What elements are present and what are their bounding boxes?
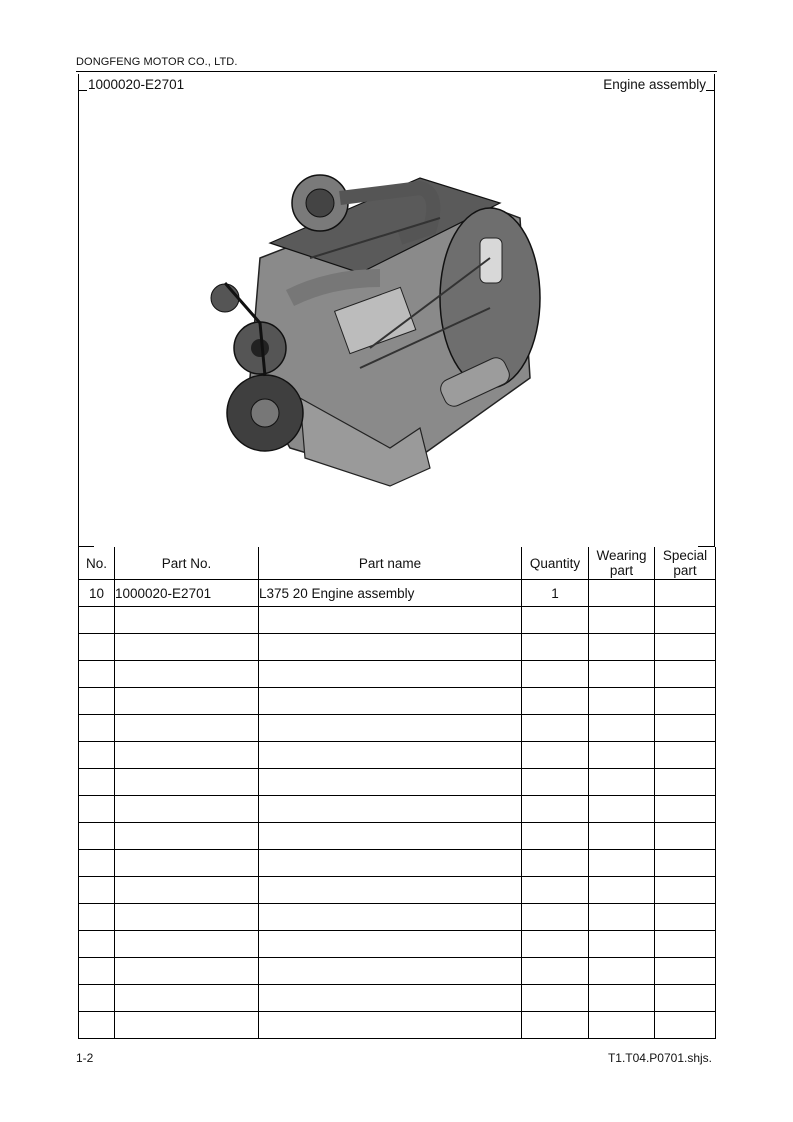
cell-part-name: L375 20 Engine assembly: [259, 580, 522, 607]
cell-special: [655, 742, 716, 769]
cell-special: [655, 931, 716, 958]
col-header-part-no: Part No.: [115, 547, 259, 580]
page-number: 1-2: [76, 1051, 94, 1065]
cell-quantity: [522, 742, 589, 769]
cell-part-name: [259, 742, 522, 769]
cell-part-name: [259, 796, 522, 823]
cell-no: [79, 931, 115, 958]
cell-no: [79, 634, 115, 661]
cell-wearing: [589, 985, 655, 1012]
cell-no: [79, 607, 115, 634]
cell-quantity: [522, 958, 589, 985]
cell-special: [655, 904, 716, 931]
cell-wearing: [589, 850, 655, 877]
cell-special: [655, 580, 716, 607]
cell-part-name: [259, 958, 522, 985]
table-row: [79, 1012, 716, 1039]
cell-special: [655, 985, 716, 1012]
assembly-code: 1000020-E2701: [88, 77, 185, 92]
cell-part-name: [259, 985, 522, 1012]
cell-part-no: [115, 823, 259, 850]
cell-part-no: [115, 742, 259, 769]
cell-part-no: [115, 661, 259, 688]
company-name: DONGFENG MOTOR CO., LTD.: [76, 56, 238, 68]
cell-special: [655, 661, 716, 688]
cell-part-name: [259, 877, 522, 904]
cell-wearing: [589, 931, 655, 958]
cell-special: [655, 958, 716, 985]
assembly-title: Engine assembly: [603, 77, 706, 92]
table-row: [79, 769, 716, 796]
cell-part-no: [115, 877, 259, 904]
table-row: [79, 742, 716, 769]
cell-quantity: 1: [522, 580, 589, 607]
cell-part-name: [259, 688, 522, 715]
cell-part-name: [259, 904, 522, 931]
table-row: [79, 850, 716, 877]
table-row: [79, 634, 716, 661]
cell-part-name: [259, 823, 522, 850]
cell-special: [655, 769, 716, 796]
cell-quantity: [522, 661, 589, 688]
cell-no: [79, 877, 115, 904]
table-row: [79, 580, 716, 607]
cell-part-no: [115, 985, 259, 1012]
cell-part-name: [259, 607, 522, 634]
table-row: [79, 715, 716, 742]
cell-quantity: [522, 823, 589, 850]
cell-part-no: [115, 796, 259, 823]
cell-no: [79, 742, 115, 769]
col-header-part-name: Part name: [259, 547, 522, 580]
cell-special: [655, 850, 716, 877]
col-header-wearing-part: Wearing part: [589, 547, 655, 580]
cell-part-name: [259, 661, 522, 688]
table-header-row: [79, 547, 716, 580]
cell-special: [655, 796, 716, 823]
cell-special: [655, 607, 716, 634]
cell-part-name: [259, 769, 522, 796]
cell-special: [655, 1012, 716, 1039]
cell-part-no: [115, 1012, 259, 1039]
cell-special: [655, 715, 716, 742]
cell-special: [655, 823, 716, 850]
cell-wearing: [589, 769, 655, 796]
cell-part-name: [259, 634, 522, 661]
cell-quantity: [522, 769, 589, 796]
cell-no: [79, 796, 115, 823]
cell-wearing: [589, 877, 655, 904]
cell-quantity: [522, 688, 589, 715]
cell-wearing: [589, 904, 655, 931]
cell-part-no: [115, 904, 259, 931]
cell-wearing: [589, 607, 655, 634]
table-row: [79, 958, 716, 985]
cell-wearing: [589, 796, 655, 823]
table-row: [79, 796, 716, 823]
cell-no: [79, 823, 115, 850]
cell-no: [79, 904, 115, 931]
table-row: [79, 661, 716, 688]
cell-quantity: [522, 1012, 589, 1039]
cell-no: [79, 850, 115, 877]
frame-corner-tick: [78, 90, 87, 91]
table-row: [79, 607, 716, 634]
cell-no: [79, 769, 115, 796]
cell-quantity: [522, 607, 589, 634]
cell-part-name: [259, 850, 522, 877]
cell-quantity: [522, 985, 589, 1012]
cell-special: [655, 634, 716, 661]
engine-illustration-icon: [190, 148, 555, 493]
table-row: [79, 931, 716, 958]
cell-part-no: [115, 607, 259, 634]
frame-corner-tick: [706, 90, 715, 91]
cell-part-no: [115, 769, 259, 796]
cell-no: [79, 715, 115, 742]
table-row: [79, 904, 716, 931]
cell-wearing: [589, 580, 655, 607]
cell-quantity: [522, 877, 589, 904]
cell-quantity: [522, 931, 589, 958]
cell-part-no: [115, 634, 259, 661]
table-row: [79, 688, 716, 715]
cell-special: [655, 877, 716, 904]
cell-wearing: [589, 688, 655, 715]
cell-special: [655, 688, 716, 715]
table-row: [79, 877, 716, 904]
cell-wearing: [589, 823, 655, 850]
cell-wearing: [589, 634, 655, 661]
cell-no: 10: [79, 580, 115, 607]
cell-wearing: [589, 958, 655, 985]
table-row: [79, 985, 716, 1012]
cell-quantity: [522, 715, 589, 742]
cell-part-name: [259, 715, 522, 742]
cell-no: [79, 661, 115, 688]
cell-part-name: [259, 1012, 522, 1039]
cell-quantity: [522, 634, 589, 661]
cell-part-no: 1000020-E2701: [115, 580, 259, 607]
col-header-special-part: Special part: [655, 547, 716, 580]
cell-wearing: [589, 661, 655, 688]
cell-part-no: [115, 931, 259, 958]
cell-quantity: [522, 850, 589, 877]
header-divider: [76, 71, 717, 72]
document-code: T1.T04.P0701.shjs.: [607, 1051, 712, 1065]
cell-quantity: [522, 796, 589, 823]
cell-part-name: [259, 931, 522, 958]
cell-part-no: [115, 715, 259, 742]
cell-wearing: [589, 1012, 655, 1039]
cell-no: [79, 985, 115, 1012]
cell-quantity: [522, 904, 589, 931]
cell-part-no: [115, 850, 259, 877]
table-row: [79, 823, 716, 850]
col-header-quantity: Quantity: [522, 547, 589, 580]
cell-no: [79, 958, 115, 985]
cell-wearing: [589, 715, 655, 742]
cell-no: [79, 688, 115, 715]
cell-wearing: [589, 742, 655, 769]
col-header-no: No.: [79, 547, 115, 580]
parts-table: [78, 547, 716, 1039]
cell-part-no: [115, 958, 259, 985]
cell-part-no: [115, 688, 259, 715]
cell-no: [79, 1012, 115, 1039]
